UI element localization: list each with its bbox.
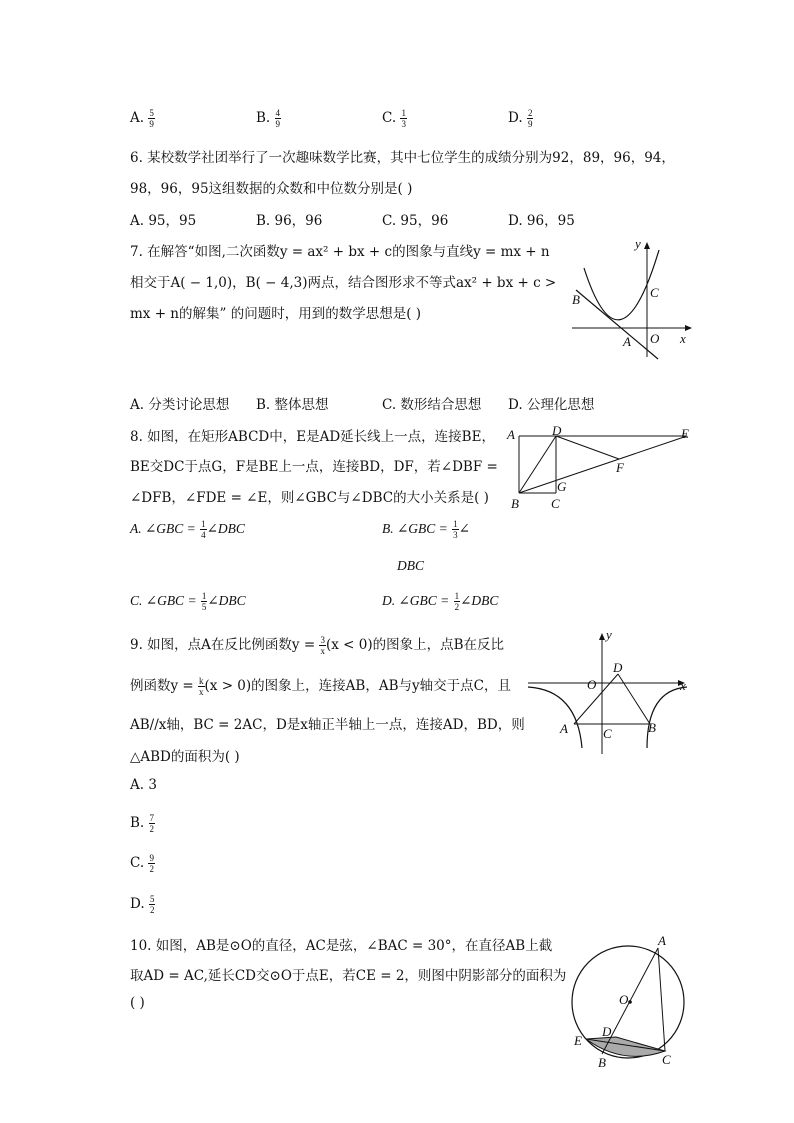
label-g: G (557, 479, 567, 494)
hyperbola-right (647, 687, 687, 748)
fraction-num: 5 (149, 894, 155, 904)
line-text: 9. 如图，点A在反比例函数y = (130, 637, 316, 653)
fraction-num: 1 (201, 591, 207, 601)
q8-option-b-wrap: DBC (397, 558, 424, 573)
fraction-den: x (199, 687, 204, 697)
fraction-num: 1 (453, 519, 458, 529)
fraction (275, 108, 282, 129)
label-c: C (650, 285, 659, 300)
fraction (148, 853, 155, 874)
q6-line1: 6. 某校数学社团举行了一次趣味数学比赛，其中七位学生的成绩分别为92，89，96，94， (130, 150, 675, 166)
center-dot (628, 1000, 632, 1004)
hyperbola-left (528, 687, 582, 748)
q9-line2 (130, 674, 511, 697)
y-axis-arrow-icon (599, 633, 605, 640)
fraction-den: 2 (149, 905, 155, 915)
q8-line1: 8. 如图，在矩形ABCD中，E是AD延长线上一点，连接BE， (130, 429, 495, 445)
option-text: B. ∠GBC = (382, 521, 448, 536)
option-text: ∠DBC (207, 593, 246, 608)
q8-option-b (382, 519, 470, 540)
label-o: O (587, 677, 597, 692)
line-bd (519, 436, 556, 493)
line-bd (618, 674, 650, 724)
label-e: E (681, 426, 689, 441)
q9-option-d (130, 894, 155, 915)
line-df (556, 436, 619, 459)
q5-option-a (130, 108, 155, 129)
option-label: B. (130, 815, 145, 831)
q8-option-d (382, 591, 498, 612)
line-be (519, 436, 687, 493)
fraction-den: 5 (201, 602, 207, 612)
label-d: D (613, 660, 623, 675)
option-text: A. ∠GBC = (130, 521, 196, 536)
q9-option-c (130, 853, 155, 874)
shaded-region (586, 1037, 665, 1056)
fraction-den: 9 (275, 119, 281, 129)
label-c: C (551, 496, 560, 511)
y-axis-arrow-icon (644, 242, 650, 249)
option-text: ∠DBC (206, 521, 245, 536)
fraction-den: 2 (149, 824, 155, 834)
option-text: D. ∠GBC = (382, 593, 450, 608)
fraction-den: 9 (149, 119, 154, 129)
fraction-num: 1 (454, 591, 460, 601)
fraction-den: 4 (201, 530, 206, 540)
option-label: D. (508, 110, 523, 126)
q10-line1: 10. 如图，AB是⊙O的直径，AC是弦，∠BAC = 30°，在直径AB上截 (130, 938, 553, 954)
fraction-den: 3 (401, 119, 406, 129)
q10-figure (568, 930, 698, 1070)
q5-option-b (256, 108, 281, 129)
q6-option-d: D. 96，95 (508, 213, 575, 229)
q9-figure (522, 628, 697, 756)
q6-line2: 98，96，95这组数据的众数和中位数分别是( ) (130, 181, 413, 197)
parabola (584, 250, 659, 320)
option-label: B. (256, 110, 271, 126)
q5-option-d (508, 108, 533, 129)
fraction-den: x (320, 646, 325, 656)
fraction (148, 108, 155, 129)
q7-option-d: D. 公理化思想 (508, 397, 595, 413)
label-c: C (603, 726, 612, 741)
label-f: F (616, 460, 624, 475)
q10-line3: ( ) (130, 995, 145, 1011)
label-c: C (662, 1052, 671, 1067)
label-b: B (572, 292, 580, 307)
q5-option-c (382, 108, 407, 129)
fraction-num: 1 (401, 108, 406, 118)
label-e: E (574, 1033, 582, 1048)
fraction (400, 108, 407, 129)
option-label: D. (130, 896, 145, 912)
fraction-num: 1 (201, 519, 206, 529)
option-label: A. (130, 110, 145, 126)
option-text: C. ∠GBC = (130, 593, 197, 608)
x-axis-arrow-icon (685, 325, 692, 331)
q8-option-c (130, 591, 246, 612)
line-text: 例函数y = (130, 678, 194, 694)
q7-line2: 相交于A( − 1,0)，B( − 4,3)两点，结合图形求不等式ax² + bx + c > (130, 275, 557, 291)
q8-line2: BE交DC于点G，F是BE上一点，连接BD，DF，若∠DBF = (130, 459, 498, 475)
option-label: C. (382, 110, 397, 126)
label-x: x (680, 331, 686, 346)
q9-option-a: A. 3 (130, 777, 157, 793)
line-mx-n (576, 290, 658, 359)
fraction-den: 2 (149, 864, 154, 874)
q6-option-a: A. 95，95 (130, 213, 197, 229)
label-y: y (606, 628, 612, 642)
fraction-den: 2 (454, 602, 460, 612)
line-text: (x > 0)的图象上，连接AB，AB与y轴交于点C，且 (204, 678, 511, 694)
q7-option-a: A. 分类讨论思想 (130, 397, 230, 413)
q7-line3: mx + n的解集” 的问题时，用到的数学思想是( ) (130, 306, 422, 322)
option-text: ∠DBC (460, 593, 499, 608)
q8-figure (505, 424, 700, 512)
fraction (149, 894, 156, 915)
line-text: (x < 0)的图象上，点B在反比 (325, 637, 505, 653)
q9-line1 (130, 633, 504, 656)
label-a: A (623, 334, 631, 349)
label-b: B (511, 496, 519, 511)
q6-option-b: B. 96，96 (256, 213, 323, 229)
q9-line3: AB//x轴，BC = 2AC，D是x轴正半轴上一点，连接AD，BD，则 (130, 717, 525, 733)
q10-line2: 取AD = AC,延长CD交⊙O于点E，若CE = 2，则图中阴影部分的面积为 (130, 968, 567, 984)
label-o: O (619, 992, 629, 1007)
label-d: D (602, 1024, 612, 1039)
fraction-den: 3 (453, 530, 458, 540)
label-a: A (658, 933, 666, 948)
label-a: A (560, 721, 568, 736)
option-label: C. (130, 855, 145, 871)
q9-option-b (130, 813, 155, 834)
label-a: A (507, 427, 515, 442)
q7-option-c: C. 数形结合思想 (382, 397, 482, 413)
fraction (149, 813, 156, 834)
fraction-num: k (199, 676, 204, 686)
option-text: ∠ (458, 521, 470, 536)
label-o: O (650, 331, 660, 346)
q6-option-c: C. 95，96 (382, 213, 449, 229)
label-y: y (635, 236, 641, 251)
fraction-num: 9 (149, 853, 154, 863)
chord-ac (658, 948, 665, 1051)
fraction-num: 3 (320, 635, 325, 645)
q9-line4: △ABD的面积为( ) (130, 749, 240, 765)
fraction-num: 7 (149, 813, 155, 823)
label-b: B (598, 1055, 606, 1070)
q7-line1: 7. 在解答“如图,二次函数y = ax² + bx + c的图象与直线y = mx + n (130, 244, 550, 260)
q7-option-b: B. 整体思想 (256, 397, 329, 413)
fraction-num: 4 (275, 108, 281, 118)
label-b: B (648, 720, 656, 735)
fraction-num: 2 (527, 108, 533, 118)
fraction-den: 9 (527, 119, 533, 129)
fraction (527, 108, 534, 129)
fraction-num: 5 (149, 108, 154, 118)
label-d: D (552, 424, 562, 438)
q7-figure (560, 235, 700, 360)
q8-line3: ∠DFB，∠FDE = ∠E，则∠GBC与∠DBC的大小关系是( ) (130, 490, 489, 506)
q8-option-a (130, 519, 245, 540)
label-x: x (680, 678, 686, 693)
